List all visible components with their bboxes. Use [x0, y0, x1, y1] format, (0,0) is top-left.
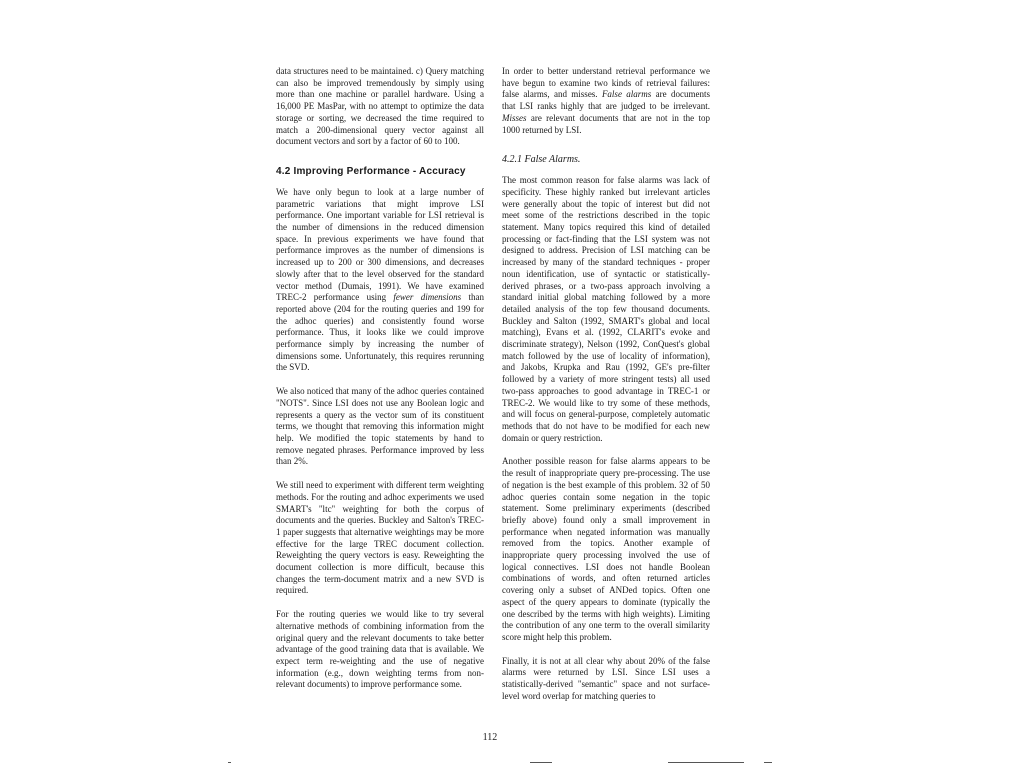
- section-heading: 4.2 Improving Performance - Accuracy: [276, 165, 466, 177]
- left-column: [276, 66, 484, 703]
- scan-mark: [668, 762, 744, 763]
- scan-mark: [530, 762, 552, 763]
- page-number: 112: [482, 732, 498, 743]
- scan-mark: [764, 762, 772, 763]
- paragraph: data structures need to be maintained. c) Query matching can also be improved tremendously by simply using more than one machine or parallel hardware. Using a 16,000 PE MasPar, with no attempt to optimize the data storage or sorting, we decreased the time required to match a 200-dimensional query vector against all document vectors and sort by a factor of 60 to 100.: [276, 66, 484, 147]
- right-column: [502, 66, 710, 714]
- paragraph: The most common reason for false alarms was lack of specificity. These highly ranked but irrelevant articles were generally about the topic of interest but did not meet some of the restrictions described in the topic statement. Many topics required this kind of detailed processing or fact-finding that the LSI system was not designed to address. Precision of LSI matching can be increased by many of the standard techniques - proper noun identification, use of syntactic or statistically-derived phrases, or a two-pass approach involving a standard initial global matching followed by a more detailed analysis of the top few thousand documents. Buckley and Salton (1992, SMART's global and local matching), Evans et al. (1992, CLARIT's evoke and discriminate strategy), Nelson (1992, ConQuest's global match followed by the use of locality of information), and Jakobs, Krupka and Rau (1992, GE's pre-filter followed by a variety of more stringent tests) all used two-pass approaches to good advantage in TREC-1 or TREC-2. We would like to try some of these methods, and will focus on general-purpose, completely automatic methods that do not have to be modified for each new domain or query restriction.: [502, 175, 710, 443]
- paragraph: We have only begun to look at a large number of parametric variations that might improve LSI performance. One important variable for LSI retrieval is the number of dimensions in the reduced dimension space. In previous experiments we have found that performance improves as the number of dimensions is increased up to 200 or 300 dimensions, and decreases slowly after that to the level observed for the standard vector method (Dumais, 1991). We have examined TREC-2 performance using fewer dimensions than reported above (204 for the routing queries and 199 for the adhoc queries) and consistently found worse performance. Thus, it looks like we could improve performance simply by increasing the number of dimensions some. Unfortunately, this requires rerunning the SVD.: [276, 186, 485, 373]
- paragraph: For the routing queries we would like to try several alternative methods of combining information from the original query and the relevant documents to take better advantage of the good training data that is available. We expect term re-weighting and the use of negative information (e.g., down weighting terms from non-relevant documents) to improve performance some.: [276, 609, 484, 690]
- paragraph: Finally, it is not at all clear why about 20% of the false alarms were returned by LSI. Since LSI uses a statistically-derived "semantic" space and not surface-level word overlap for matching queries to: [502, 655, 710, 701]
- scan-mark: [228, 762, 231, 763]
- paragraph: In order to better understand retrieval performance we have begun to examine two kinds of retrieval failures: false alarms, and misses. False alarms are documents that LSI ranks highly that are judged to be irrelevant. Misses are relevant documents that are not in the top 1000 returned by LSI.: [502, 66, 711, 135]
- paragraph: We still need to experiment with different term weighting methods. For the routing and adhoc experiments we used SMART's "ltc" weighting for both the corpus of documents and the queries. Buckley and Salton's TREC-1 paper suggests that alternative weightings may be more effective for the large TREC document collection. Reweighting the query vectors is easy. Reweighting the document collection is more difficult, because this changes the term-document matrix and a new SVD is required.: [276, 480, 484, 596]
- paragraph: We also noticed that many of the adhoc queries contained "NOTS". Since LSI does not use any Boolean logic and represents a query as the vector sum of its constituent terms, we thought that removing this information might help. We modified the topic statements by hand to remove negated phrases. Performance improved by less than 2%.: [276, 386, 484, 467]
- paragraph: Another possible reason for false alarms appears to be the result of inappropriate query pre-processing. The use of negation is the best example of this problem. 32 of 50 adhoc queries contain some negation in the topic statement. Some preliminary experiments (described briefly above) found only a small improvement in performance when negated information was manually removed from the topics. Another example of inappropriate query processing involved the use of logical connectives. LSI does not handle Boolean combinations of words, and often returned articles covering only a subset of ANDed topics. Often one aspect of the query appears to dominate (typically the one described by the terms with high weights). Limiting the contribution of any one term to the overall similarity score might help this problem.: [502, 456, 710, 642]
- subsection-heading: 4.2.1 False Alarms.: [502, 154, 581, 166]
